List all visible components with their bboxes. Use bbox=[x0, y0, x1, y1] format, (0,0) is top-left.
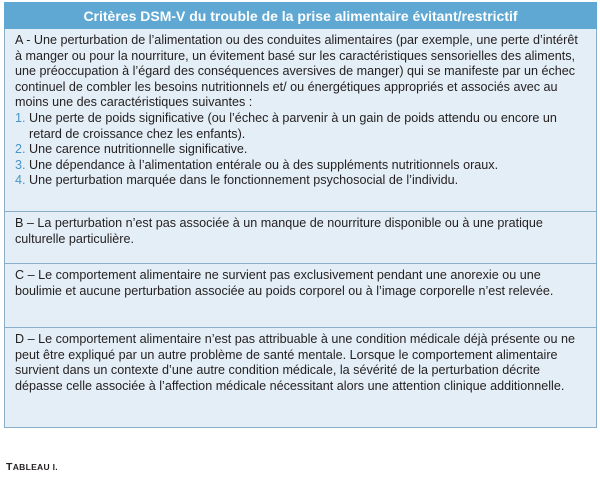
table-caption bbox=[6, 461, 58, 473]
criterion-a bbox=[4, 29, 597, 212]
item-text: Une dépendance à l’alimentation entérale ou à des suppléments nutritionnels oraux. bbox=[29, 157, 499, 172]
table-title: Critères DSM-V du trouble de la prise alimentaire évitant/restrictif bbox=[4, 2, 597, 29]
criteria-table bbox=[4, 2, 597, 428]
criterion-a-item bbox=[15, 111, 586, 142]
item-number: 4. bbox=[15, 173, 26, 188]
caption-rest: ABLEAU I. bbox=[12, 462, 58, 472]
item-text: Une perte de poids significative (ou l’échec à parvenir à un gain de poids attendu ou encore un retard de croissance chez les enfants). bbox=[29, 110, 557, 141]
criterion-a-item bbox=[15, 173, 586, 189]
criterion-d-text: D – Le comportement alimentaire n’est pas attribuable à une condition médicale déjà présente ou ne peut être expliqué par un autre problème de santé mentale. Lorsque le comportement alimentaire survient dans un contexte d’une autre condition médicale, la sévérité de la perturbation décrite dépasse celle associée à l’affection médicale nécessitant alors une attention clinique additionnelle. bbox=[15, 332, 576, 393]
item-number: 3. bbox=[15, 157, 26, 172]
criterion-a-intro: A - Une perturbation de l’alimentation ou des conduites alimentaires (par exemple, une perte d’intérêt à manger ou pour la nourriture, un évitement basé sur les caractéristiques sensorielles des aliments, une préoccupation à l’égard des conséquences aversives de manger) qui se manifeste par un échec continuel de combler les besoins nutritionnels et/ ou énergétiques appropriés et associés avec au moins une des caractéristiques suivantes : bbox=[15, 33, 578, 110]
criterion-c bbox=[4, 264, 597, 328]
criterion-b-text: B – La perturbation n’est pas associée à un manque de nourriture disponible ou à une pratique culturelle particulière. bbox=[15, 216, 543, 246]
criterion-c-text: C – Le comportement alimentaire ne survient pas exclusivement pendant une anorexie ou une boulimie et aucune perturbation associée au poids corporel ou à l’image corporelle n’est relevée. bbox=[15, 268, 554, 298]
caption-initial: T bbox=[6, 461, 13, 473]
criterion-a-item bbox=[15, 158, 586, 174]
item-number: 2. bbox=[15, 142, 26, 157]
item-text: Une perturbation marquée dans le fonctionnement psychosocial de l’individu. bbox=[29, 173, 459, 188]
item-text: Une carence nutritionnelle significative. bbox=[29, 142, 248, 157]
criterion-b bbox=[4, 212, 597, 264]
criterion-d bbox=[4, 328, 597, 428]
item-number: 1. bbox=[15, 110, 26, 125]
criterion-a-item bbox=[15, 142, 586, 158]
